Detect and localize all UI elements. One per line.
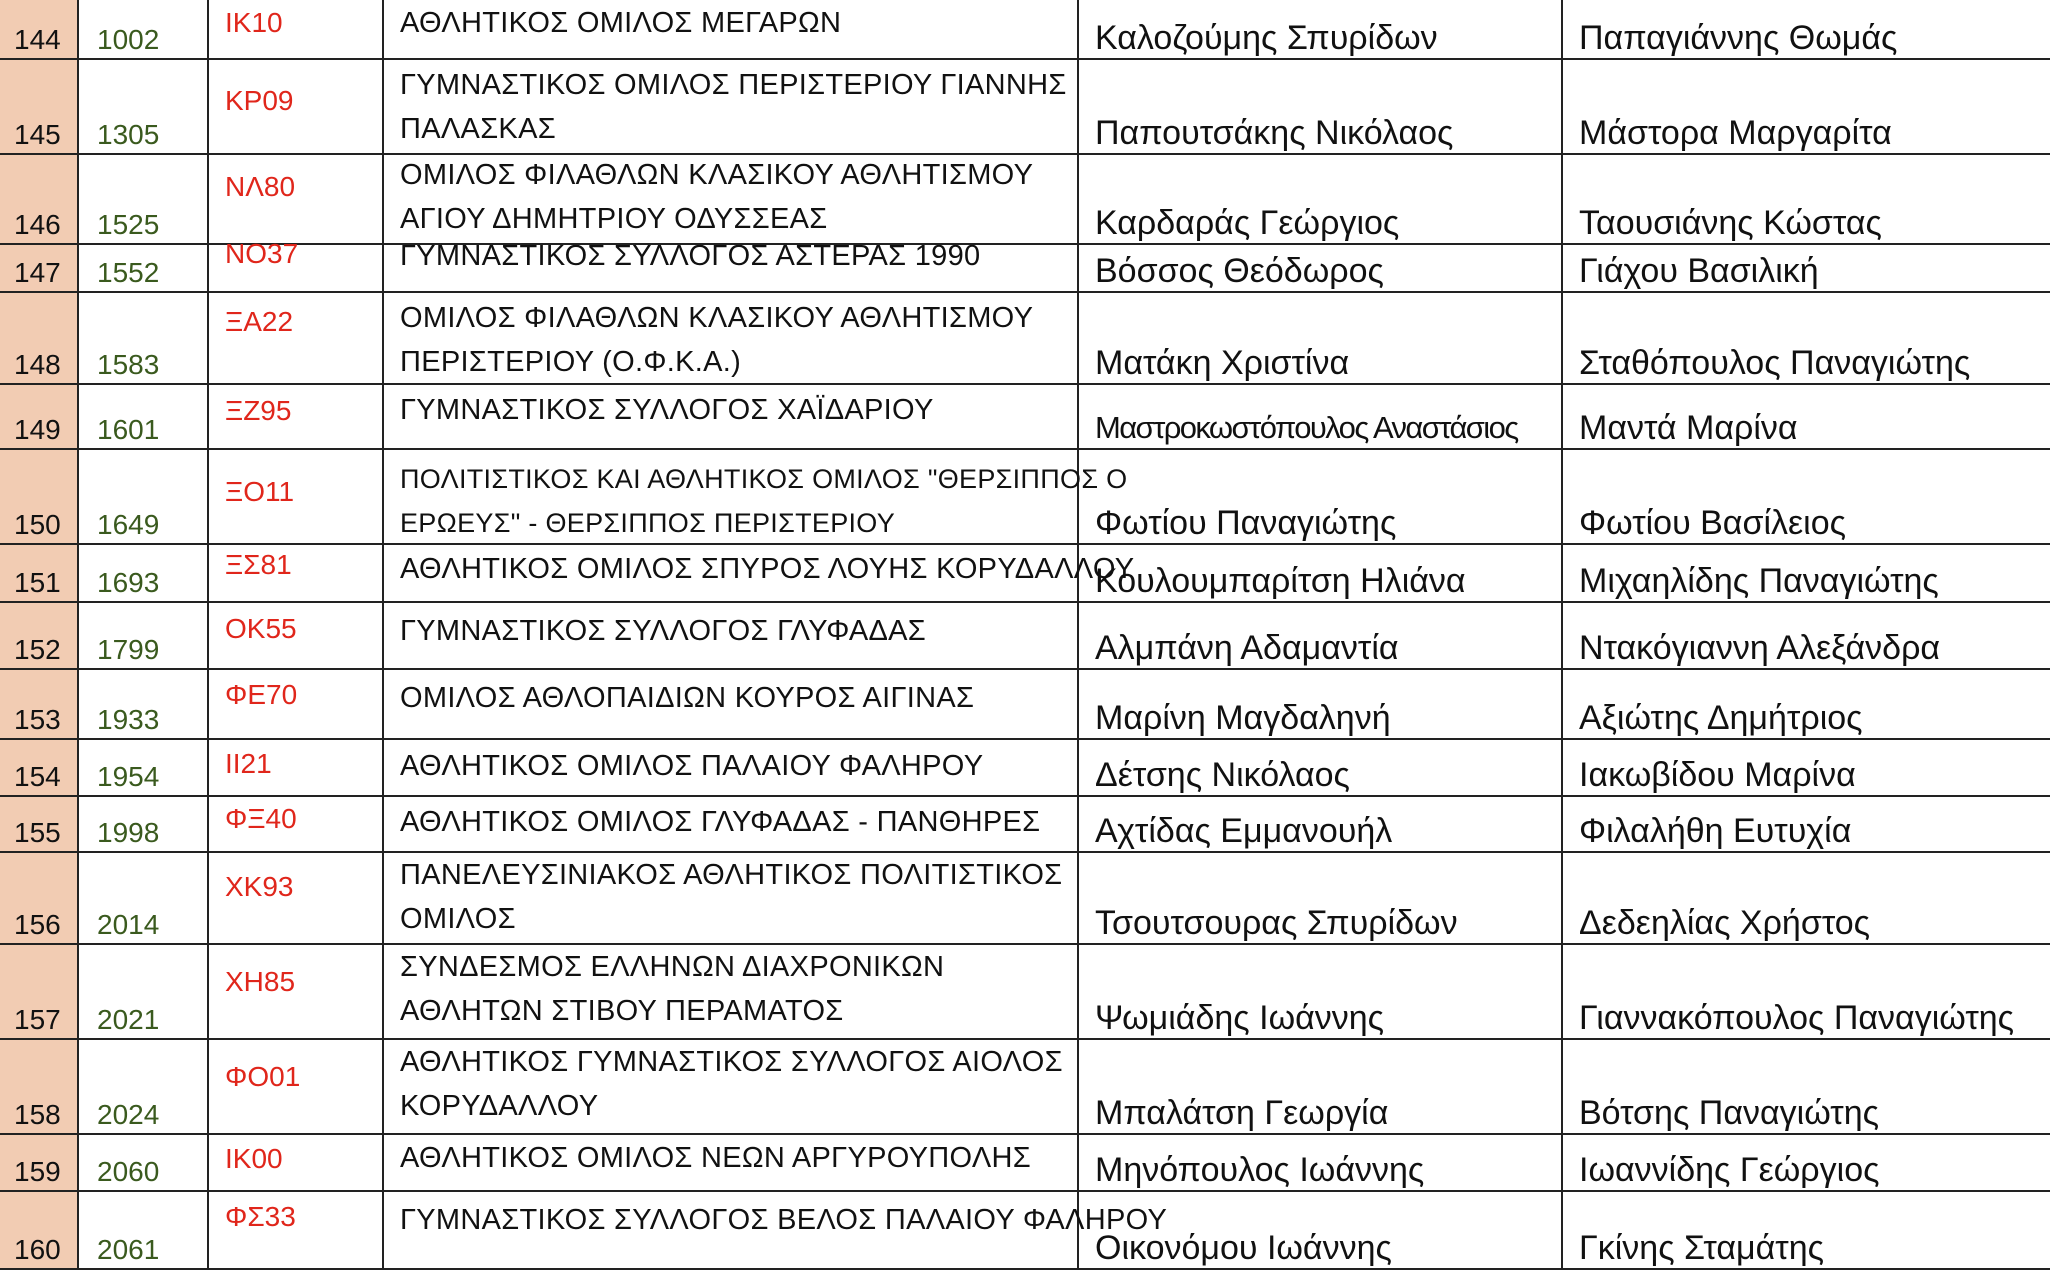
table-row [0,238,2050,293]
row-number: 147 [14,257,61,288]
row-number-cell[interactable] [0,155,79,243]
row-number: 151 [14,567,61,598]
person2-cell[interactable] [1563,60,2050,153]
table-row [0,853,2050,945]
club-code: ΦΞ40 [225,803,297,834]
person1-cell[interactable] [1079,0,1563,58]
row-number: 144 [14,24,61,55]
club-id-cell[interactable] [79,545,209,601]
club-id-cell[interactable] [79,1135,209,1190]
table-row [0,155,2050,245]
table-row [0,385,2050,450]
person2-name: Δεδεηλίας Χρήστος [1579,904,1871,942]
table-row [0,60,2050,155]
club-id-cell[interactable] [79,670,209,738]
club-code-cell[interactable] [209,670,384,738]
person2-cell[interactable] [1563,0,2050,58]
club-id: 1799 [97,634,160,665]
row-number: 149 [14,414,61,445]
person1-cell[interactable] [1079,945,1563,1038]
club-id-cell[interactable] [79,1040,209,1133]
club-name-cell[interactable] [384,740,1079,795]
row-number-cell[interactable] [0,945,79,1038]
club-name: ΟΜΙΛΟΣ ΦΙΛΑΘΛΩΝ ΚΛΑΣΙΚΟΥ ΑΘΛΗΤΙΣΜΟΥ ΑΓΙΟΥ ΔΗΜΗΤΡΙΟΥ ΟΔΥΣΣΕΑΣ [400,159,1034,235]
club-id-cell[interactable] [79,740,209,795]
club-name: ΑΘΛΗΤΙΚΟΣ ΟΜΙΛΟΣ ΓΛΥΦΑΔΑΣ - ΠΑΝΘΗΡΕΣ [400,806,1041,838]
person2-name: Φωτίου Βασίλειος [1579,504,1847,542]
club-id: 1998 [97,817,160,848]
club-name: ΣΥΝΔΕΣΜΟΣ ΕΛΛΗΝΩΝ ΔΙΑΧΡΟΝΙΚΩΝ ΑΘΛΗΤΩΝ ΣΤΙΒΟΥ ΠΕΡΑΜΑΤΟΣ [400,951,945,1027]
row-number: 158 [14,1099,61,1130]
person1-cell[interactable] [1079,853,1563,943]
table-row [0,1192,2050,1270]
club-name: ΑΘΛΗΤΙΚΟΣ ΟΜΙΛΟΣ ΣΠΥΡΟΣ ΛΟΥΗΣ ΚΟΡΥΔΑΛΛΟΥ [400,553,1135,585]
club-name: ΑΘΛΗΤΙΚΟΣ ΟΜΙΛΟΣ ΠΑΛΑΙΟΥ ΦΑΛΗΡΟΥ [400,750,984,782]
table-row [0,797,2050,853]
club-id-cell[interactable] [79,60,209,153]
person2-cell[interactable] [1563,155,2050,243]
row-number-cell[interactable] [0,385,79,448]
club-code-cell[interactable] [209,450,384,543]
row-number-cell[interactable] [0,0,79,58]
club-name: ΟΜΙΛΟΣ ΑΘΛΟΠΑΙΔΙΩΝ ΚΟΥΡΟΣ ΑΙΓΙΝΑΣ [400,682,975,714]
club-code-cell[interactable] [209,1135,384,1190]
person2-cell[interactable] [1563,945,2050,1038]
person2-name: Γκίνης Σταμάτης [1579,1229,1824,1267]
person1-name: Αλμπάνη Αδαμαντία [1095,629,1399,667]
person1-name: Δέτσης Νικόλαος [1095,756,1350,794]
person2-name: Μιχαηλίδης Παναγιώτης [1579,562,1939,600]
table-row [0,1040,2050,1135]
person2-cell[interactable] [1563,797,2050,851]
club-id-cell[interactable] [79,853,209,943]
club-code: ΧΗ85 [225,966,296,997]
row-number: 145 [14,119,61,150]
table-row [0,545,2050,603]
club-name-cell[interactable] [384,293,1079,383]
club-name-cell[interactable] [384,670,1079,738]
person2-cell[interactable] [1563,1135,2050,1190]
club-id: 1583 [97,349,160,380]
table-row [0,945,2050,1040]
row-number: 159 [14,1156,61,1187]
club-id-cell[interactable] [79,450,209,543]
club-name-cell[interactable] [384,1192,1168,1268]
row-number: 157 [14,1004,61,1035]
person2-cell[interactable] [1563,1192,2050,1268]
person1-cell[interactable] [1079,1040,1563,1133]
person2-cell[interactable] [1563,293,2050,383]
person2-name: Ντακόγιαννη Αλεξάνδρα [1579,629,1941,667]
club-name-cell[interactable] [384,155,1079,243]
row-number-cell[interactable] [0,603,79,668]
person1-name: Ψωμιάδης Ιωάννης [1095,999,1385,1037]
club-id: 1525 [97,209,160,240]
club-code: ΧΚ93 [225,871,294,902]
row-number-cell[interactable] [0,450,79,543]
person1-name: Φωτίου Παναγιώτης [1095,504,1397,542]
club-name-cell[interactable] [384,853,1079,943]
person1-cell[interactable] [1079,797,1563,851]
row-number-cell[interactable] [0,1135,79,1190]
person1-name: Μηνόπουλος Ιωάννης [1095,1151,1425,1189]
club-code: ΞΣ81 [225,549,292,580]
club-name: ΓΥΜΝΑΣΤΙΚΟΣ ΣΥΛΛΟΓΟΣ ΓΛΥΦΑΔΑΣ [400,615,926,647]
club-name-cell[interactable] [384,60,1079,153]
club-code: ΝΛ80 [225,171,296,202]
row-number-cell[interactable] [0,245,79,291]
person2-name: Γιαννακόπουλος Παναγιώτης [1579,999,2015,1037]
table-row [0,293,2050,385]
club-code: ΦΕ70 [225,679,298,710]
person1-cell[interactable] [1079,1192,1563,1268]
club-code: ΦΣ33 [225,1201,296,1232]
row-number: 155 [14,817,61,848]
club-name-cell[interactable] [384,797,1079,851]
row-number: 156 [14,909,61,940]
club-code: ΙΚ10 [225,7,283,38]
club-id: 2021 [97,1004,160,1035]
club-code-cell[interactable] [209,60,384,153]
club-name-cell[interactable] [384,945,1079,1038]
person1-name: Καρδαράς Γεώργιος [1095,204,1400,242]
club-name: ΑΘΛΗΤΙΚΟΣ ΟΜΙΛΟΣ ΜΕΓΑΡΩΝ [400,7,842,39]
club-name: ΟΜΙΛΟΣ ΦΙΛΑΘΛΩΝ ΚΛΑΣΙΚΟΥ ΑΘΛΗΤΙΣΜΟΥ ΠΕΡΙΣΤΕΡΙΟΥ (Ο.Φ.Κ.Α.) [400,302,1034,378]
club-code: ΝΟ37 [225,238,299,269]
person1-cell[interactable] [1079,740,1563,795]
club-id: 1933 [97,704,160,735]
person1-cell[interactable] [1079,450,1563,543]
club-code: ΦΟ01 [225,1061,301,1092]
club-id: 2060 [97,1156,160,1187]
club-id-cell[interactable] [79,293,209,383]
person1-name: Βόσσος Θεόδωρος [1095,252,1384,290]
person1-name: Τσουτσουρας Σπυρίδων [1095,904,1458,942]
club-name: ΠΟΛΙΤΙΣΤΙΚΟΣ ΚΑΙ ΑΘΛΗΤΙΚΟΣ ΟΜΙΛΟΣ "ΘΕΡΣΙΠΠΟΣ Ο ΕΡΩΕΥΣ" - ΘΕΡΣΙΠΠΟΣ ΠΕΡΙΣΤΕΡΙΟΥ [400,464,1128,538]
person2-name: Βότσης Παναγιώτης [1579,1094,1879,1132]
club-code-cell[interactable] [209,0,384,58]
club-code: ΙΚ00 [225,1143,283,1174]
row-number-cell[interactable] [0,1040,79,1133]
club-code: ΞΑ22 [225,306,294,337]
person1-cell[interactable] [1079,545,1563,601]
row-number-cell[interactable] [0,853,79,943]
club-id-cell[interactable] [79,1192,209,1268]
club-id: 1305 [97,119,160,150]
person2-cell[interactable] [1563,545,2050,601]
club-code-cell[interactable] [209,853,384,943]
person1-name: Οικονόμου Ιωάννης [1095,1229,1392,1267]
club-id-cell[interactable] [79,945,209,1038]
row-number: 154 [14,761,61,792]
person2-name: Ιακωβίδου Μαρίνα [1579,756,1856,794]
club-name: ΑΘΛΗΤΙΚΟΣ ΟΜΙΛΟΣ ΝΕΩΝ ΑΡΓΥΡΟΥΠΟΛΗΣ [400,1142,1032,1174]
person2-name: Μάστορα Μαργαρίτα [1579,114,1892,152]
table-row [0,1135,2050,1192]
person2-name: Σταθόπουλος Παναγιώτης [1579,344,1971,382]
person1-cell[interactable] [1079,60,1563,153]
club-name-cell[interactable] [384,0,1079,58]
person1-cell[interactable] [1079,670,1563,738]
person2-name: Αξιώτης Δημήτριος [1579,699,1863,737]
club-name-cell[interactable] [384,545,1135,601]
club-code-cell[interactable] [209,155,384,243]
club-code: ΟΚ55 [225,613,297,644]
person2-name: Παπαγιάννης Θωμάς [1579,19,1898,57]
club-name: ΓΥΜΝΑΣΤΙΚΟΣ ΣΥΛΛΟΓΟΣ ΑΣΤΕΡΑΣ 1990 [400,240,981,272]
person1-name: Μπαλάτση Γεωργία [1095,1094,1389,1132]
row-number-cell[interactable] [0,797,79,851]
club-id: 1954 [97,761,160,792]
club-code-cell[interactable] [209,945,384,1038]
person1-cell[interactable] [1079,385,1563,448]
row-number: 148 [14,349,61,380]
club-code-cell[interactable] [209,385,384,448]
table-row [0,670,2050,740]
person2-cell[interactable] [1563,450,2050,543]
row-number-cell[interactable] [0,1192,79,1268]
club-code: ΞΖ95 [225,395,292,426]
person2-name: Ιωαννίδης Γεώργιος [1579,1151,1880,1189]
person2-name: Φιλαλήθη Ευτυχία [1579,812,1852,850]
row-number: 150 [14,509,61,540]
table-row [0,603,2050,670]
person1-cell[interactable] [1079,293,1563,383]
row-number: 152 [14,634,61,665]
person1-name: Μαστροκωστόπουλος Αναστάσιος [1095,410,1518,445]
person1-name: Παπουτσάκης Νικόλαος [1095,114,1454,152]
club-id: 2061 [97,1234,160,1265]
club-name: ΠΑΝΕΛΕΥΣΙΝΙΑΚΟΣ ΑΘΛΗΤΙΚΟΣ ΠΟΛΙΤΙΣΤΙΚΟΣ ΟΜΙΛΟΣ [400,859,1063,935]
club-code-cell[interactable] [209,1192,384,1268]
club-code: ΙΙ21 [225,748,272,779]
club-id: 1601 [97,414,160,445]
club-code: ΚΡ09 [225,85,294,116]
person2-cell[interactable] [1563,245,2050,291]
club-name: ΓΥΜΝΑΣΤΙΚΟΣ ΣΥΛΛΟΓΟΣ ΧΑΪΔΑΡΙΟΥ [400,394,934,426]
club-name-cell[interactable] [384,1040,1079,1133]
club-id-cell[interactable] [79,155,209,243]
table-row [0,450,2050,545]
person2-name: Ταουσιάνης Κώστας [1579,204,1882,242]
club-name-cell[interactable] [384,385,1079,448]
club-name-cell[interactable] [384,240,1079,291]
club-code: ΞΟ11 [225,476,295,507]
person2-name: Μαντά Μαρίνα [1579,409,1798,447]
club-code-cell[interactable] [209,740,384,795]
person2-cell[interactable] [1563,853,2050,943]
person1-name: Αχτίδας Εμμανουήλ [1095,812,1393,850]
person2-cell[interactable] [1563,385,2050,448]
club-id-cell[interactable] [79,245,209,291]
club-name-cell[interactable] [384,450,1128,543]
club-id: 2024 [97,1099,160,1130]
club-code-cell[interactable] [209,797,384,851]
club-name-cell[interactable] [384,603,1079,668]
person2-cell[interactable] [1563,603,2050,668]
row-number: 146 [14,209,61,240]
club-id: 1649 [97,509,160,540]
person2-cell[interactable] [1563,670,2050,738]
club-id-cell[interactable] [79,0,209,58]
row-number-cell[interactable] [0,60,79,153]
row-number-cell[interactable] [0,545,79,601]
club-id-cell[interactable] [79,797,209,851]
club-id-cell[interactable] [79,603,209,668]
person1-name: Μαρίνη Μαγδαληνή [1095,699,1391,737]
row-number-cell[interactable] [0,293,79,383]
club-code-cell[interactable] [209,603,384,668]
row-number-cell[interactable] [0,740,79,795]
club-code-cell[interactable] [209,293,384,383]
row-number-cell[interactable] [0,670,79,738]
person2-cell[interactable] [1563,1040,2050,1133]
club-id: 1552 [97,257,160,288]
person1-name: Καλοζούμης Σπυρίδων [1095,19,1438,57]
person1-name: Κουλουμπαρίτση Ηλιάνα [1095,562,1466,600]
person2-name: Γιάχου Βασιλική [1579,252,1819,290]
club-name: ΓΥΜΝΑΣΤΙΚΟΣ ΣΥΛΛΟΓΟΣ ΒΕΛΟΣ ΠΑΛΑΙΟΥ ΦΑΛΗΡΟΥ [400,1204,1168,1236]
person1-cell[interactable] [1079,603,1563,668]
table-row [0,0,2050,60]
person1-cell[interactable] [1079,155,1563,243]
row-number: 153 [14,704,61,735]
row-number: 160 [14,1234,61,1265]
club-id-cell[interactable] [79,385,209,448]
club-id: 2014 [97,909,160,940]
club-name: ΓΥΜΝΑΣΤΙΚΟΣ ΟΜΙΛΟΣ ΠΕΡΙΣΤΕΡΙΟΥ ΓΙΑΝΝΗΣ ΠΑΛΑΣΚΑΣ [400,69,1067,145]
club-id: 1002 [97,24,160,55]
club-name: ΑΘΛΗΤΙΚΟΣ ΓΥΜΝΑΣΤΙΚΟΣ ΣΥΛΛΟΓΟΣ ΑΙΟΛΟΣ ΚΟΡΥΔΑΛΛΟΥ [400,1046,1063,1122]
club-name-cell[interactable] [384,1135,1079,1190]
person1-cell[interactable] [1079,1135,1563,1190]
club-code-cell[interactable] [209,1040,384,1133]
club-code-cell[interactable] [209,238,384,291]
person1-cell[interactable] [1079,245,1563,291]
person1-name: Ματάκη Χριστίνα [1095,344,1350,382]
table-row [0,740,2050,797]
club-code-cell[interactable] [209,545,384,601]
club-id: 1693 [97,567,160,598]
person2-cell[interactable] [1563,740,2050,795]
